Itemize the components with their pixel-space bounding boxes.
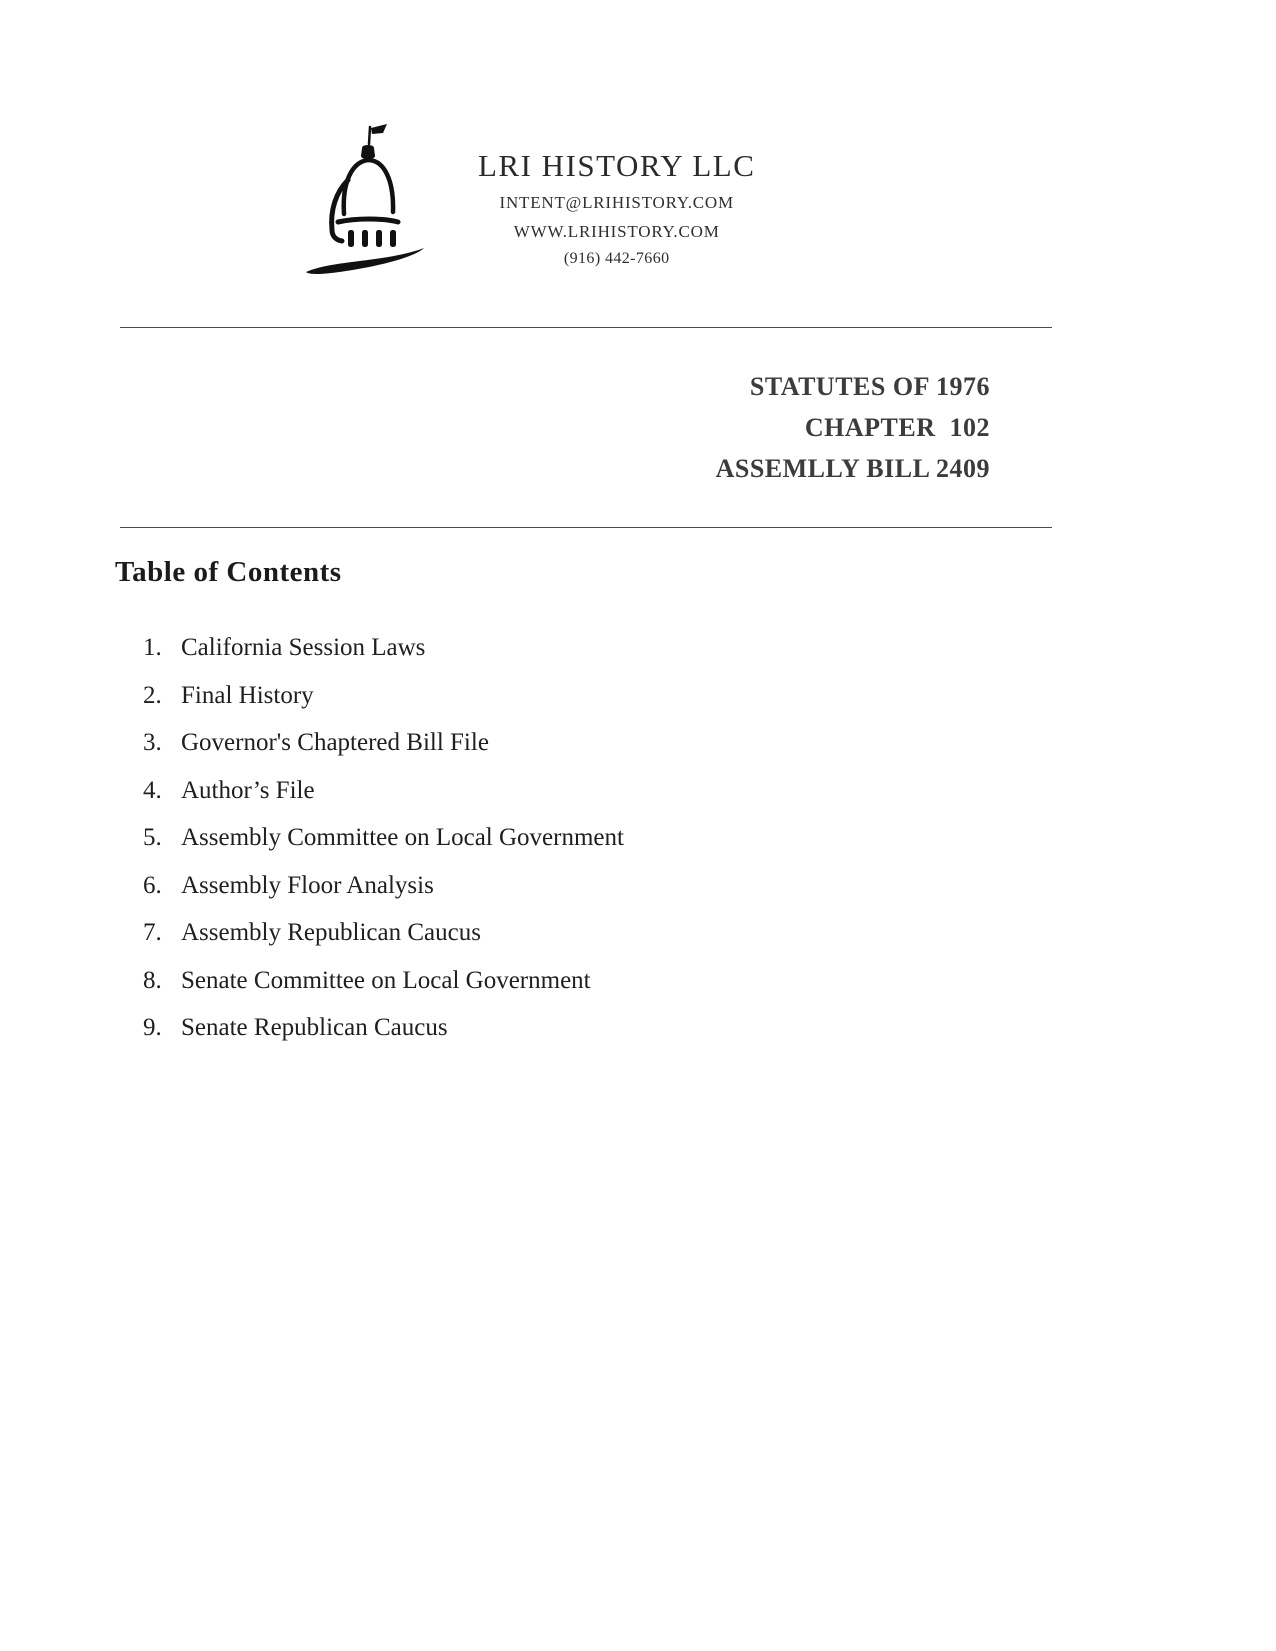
toc-heading: Table of Contents (115, 556, 342, 588)
title-block (716, 366, 990, 489)
company-name: LRI HISTORY LLC (478, 148, 756, 183)
toc-item (143, 957, 624, 1005)
toc-item-number: 4. (143, 776, 162, 804)
document-header (292, 122, 755, 282)
toc-list (143, 624, 624, 1052)
toc-item-number: 8. (143, 966, 162, 994)
toc-item (143, 814, 624, 862)
divider-bottom (120, 527, 1052, 528)
toc-item (143, 909, 624, 957)
toc-item (143, 862, 624, 910)
toc-item-label: Final History (181, 681, 314, 709)
toc-item (143, 624, 624, 672)
company-website: WWW.LRIHISTORY.COM (513, 222, 720, 241)
chapter-line: CHAPTER 102 (804, 413, 990, 442)
divider-top (120, 327, 1052, 328)
toc-item-label: Senate Committee on Local Government (181, 966, 591, 994)
toc-item-number: 7. (143, 919, 162, 946)
toc-item (143, 767, 624, 815)
statutes-line: STATUTES OF 1976 (749, 372, 990, 401)
toc-item-label: Assembly Committee on Local Government (181, 824, 624, 851)
toc-item-number: 3. (143, 729, 162, 756)
toc-item (143, 672, 624, 720)
toc-item (143, 719, 624, 767)
toc-item-label: Assembly Republican Caucus (181, 919, 481, 946)
toc-item-number: 2. (143, 681, 162, 709)
toc-item-number: 1. (143, 634, 162, 661)
toc-item-label: California Session Laws (181, 634, 426, 661)
toc-item-label: Assembly Floor Analysis (181, 871, 434, 899)
toc-item-label: Author’s File (181, 776, 315, 804)
toc-item-number: 9. (143, 1014, 162, 1041)
company-block (478, 122, 755, 268)
toc-item-number: 5. (143, 824, 162, 851)
company-email: INTENT@LRIHISTORY.COM (499, 193, 734, 212)
bill-line: ASSEMLLY BILL 2409 (715, 454, 990, 483)
toc-item-label: Senate Republican Caucus (181, 1014, 448, 1041)
toc-item (143, 1004, 624, 1052)
company-phone: (916) 442-7660 (563, 250, 670, 267)
capitol-building-icon (292, 122, 444, 282)
toc-item-number: 6. (143, 871, 162, 899)
toc-item-label: Governor's Chaptered Bill File (181, 729, 489, 756)
